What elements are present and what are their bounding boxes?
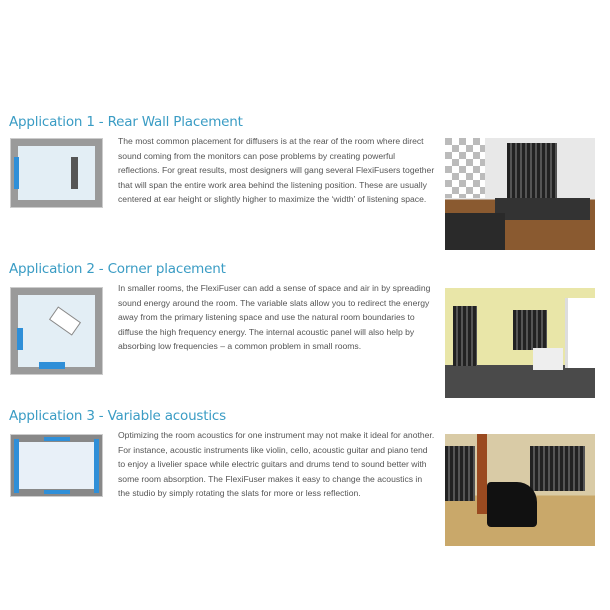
corner-placement-floorplan-diagram — [10, 287, 103, 375]
section-3-text: Optimizing the room acoustics for one instrument may not make it ideal for another. For instance, acoustic instruments like violin, cello, acoustic guitar and piano tend to enjoy a livelier space while electric guitars and drums tend to sound better with some room absorption. The FlexiFuser makes it easy to change the acoustics in the studio by simply rotating the slats for more or less reflection. — [118, 430, 435, 499]
section-2-text: In smaller rooms, the FlexiFuser can add a sense of space and air in by spreading sound energy around the room. The variable slats allow you to redirect the energy away from the primary listening space and use the natural room boundaries to diffuse the high frequency energy. The internal acoustic panel will also help by absorbing low frequencies – a common problem in small rooms. — [118, 283, 431, 352]
diffuser-panel — [44, 490, 70, 494]
corner-studio-photo — [445, 288, 595, 398]
rear-wall-studio-photo — [445, 138, 595, 250]
diffuser-panel — [14, 439, 19, 493]
section-3-heading: Application 3 - Variable acoustics — [9, 408, 226, 424]
desk — [71, 157, 78, 189]
diffuser-panel — [14, 157, 19, 189]
diffuser-panel — [94, 439, 99, 493]
piano-studio-photo — [445, 434, 595, 546]
section-2-heading: Application 2 - Corner placement — [9, 261, 226, 277]
section-1-text: The most common placement for diffusers is at the rear of the room where direct sound coming from the monitors can pose problems by creating powerful reflections. For great results, most designers will gang several FlexiFusers together that will span the entire work area behind the listening position. These are usually centered at ear height or slightly higher to maximize the ‘width’ of listening space. — [118, 136, 435, 205]
section-1-heading: Application 1 - Rear Wall Placement — [9, 114, 243, 130]
sofa — [39, 362, 65, 369]
variable-acoustics-floorplan-diagram — [10, 434, 103, 497]
diffuser-panel — [44, 437, 70, 441]
rear-wall-floorplan-diagram — [10, 138, 103, 208]
sofa — [17, 328, 23, 350]
